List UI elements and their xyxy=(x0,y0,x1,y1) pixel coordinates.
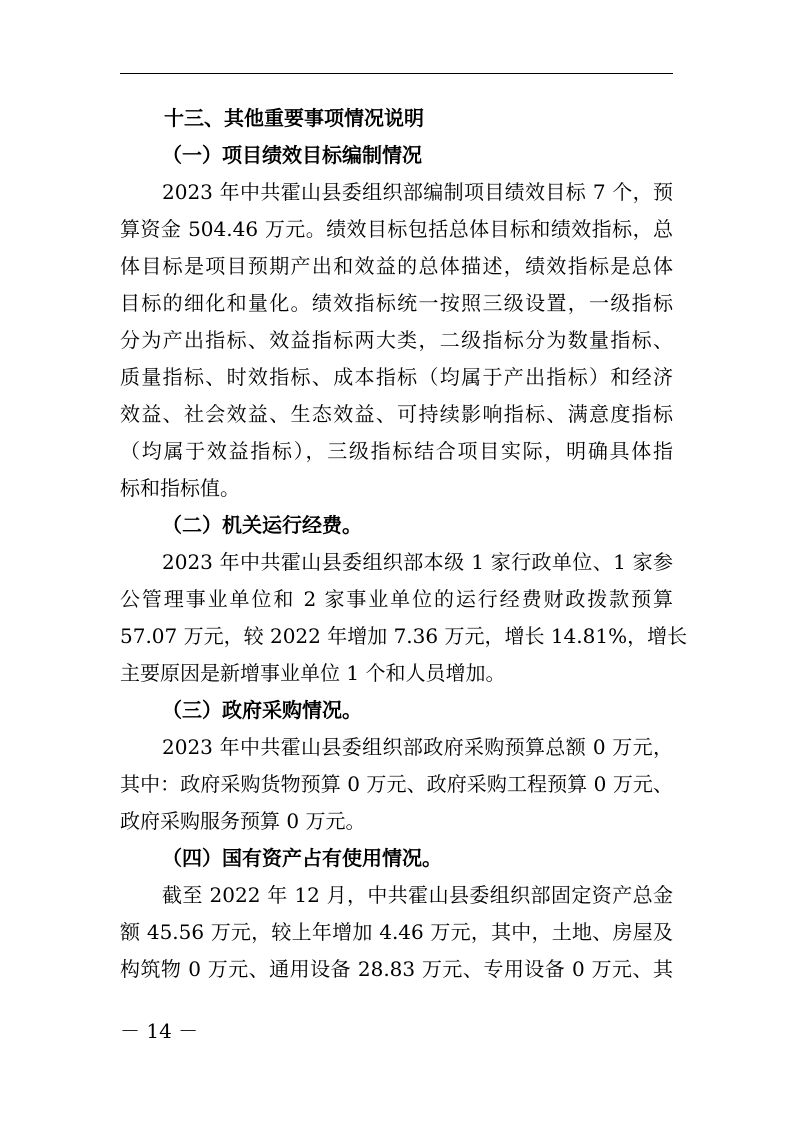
paragraph-line: 标和指标值。 xyxy=(120,476,240,500)
paragraph-line: （均属于效益指标），三级指标结合项目实际，明确具体指 xyxy=(120,439,673,463)
paragraph-line: 主要原因是新增事业单位 1 个和人员增加。 xyxy=(120,661,506,685)
paragraph-line: 57.07 万元，较 2022 年增加 7.36 万元，增长 14.81%，增长 xyxy=(120,624,688,648)
subsection-heading: （二）机关运行经费。 xyxy=(162,513,362,537)
paragraph-line: 公管理事业单位和 2 家事业单位的运行经费财政拨款预算 xyxy=(120,587,673,611)
paragraph-line: 效益、社会效益、生态效益、可持续影响指标、满意度指标 xyxy=(120,402,673,426)
subsection-performance-goals xyxy=(120,137,673,507)
page-number: － 14 － xyxy=(120,1019,199,1043)
paragraph-line: 体目标是项目预期产出和效益的总体描述，绩效指标是总体 xyxy=(120,254,673,278)
paragraph-line: 2023 年中共霍山县委组织部政府采购预算总额 0 万元， xyxy=(162,735,673,759)
paragraph-line: 2023 年中共霍山县委组织部编制项目绩效目标 7 个，预 xyxy=(162,180,673,204)
subsection-state-assets xyxy=(120,840,673,988)
subsection-government-procurement xyxy=(120,692,673,840)
paragraph-line: 其中：政府采购货物预算 0 万元、政府采购工程预算 0 万元、 xyxy=(120,772,673,796)
paragraph-line: 质量指标、时效指标、成本指标（均属于产出指标）和经济 xyxy=(120,365,673,389)
section-heading: 十三、其他重要事项情况说明 xyxy=(164,106,424,130)
paragraph-line: 算资金 504.46 万元。绩效目标包括总体目标和绩效指标，总 xyxy=(120,217,673,241)
document-body xyxy=(120,100,688,988)
paragraph-line: 截至 2022 年 12 月，中共霍山县委组织部固定资产总金 xyxy=(162,883,673,907)
subsection-heading: （一）项目绩效目标编制情况 xyxy=(162,143,422,167)
paragraph-line: 额 45.56 万元，较上年增加 4.46 万元，其中，土地、房屋及 xyxy=(120,920,673,944)
paragraph-line: 2023 年中共霍山县委组织部本级 1 家行政单位、1 家参 xyxy=(162,550,673,574)
subsection-heading: （三）政府采购情况。 xyxy=(162,698,362,722)
paragraph-line: 政府采购服务预算 0 万元。 xyxy=(120,809,366,833)
paragraph-line: 目标的细化和量化。绩效指标统一按照三级设置，一级指标 xyxy=(120,291,673,315)
subsection-heading: （四）国有资产占有使用情况。 xyxy=(162,846,442,870)
subsection-operating-expenses xyxy=(120,507,688,692)
paragraph-line: 分为产出指标、效益指标两大类，二级指标分为数量指标、 xyxy=(120,328,673,352)
paragraph-line: 构筑物 0 万元、通用设备 28.83 万元、专用设备 0 万元、其 xyxy=(120,957,673,981)
header-rule xyxy=(120,73,673,74)
